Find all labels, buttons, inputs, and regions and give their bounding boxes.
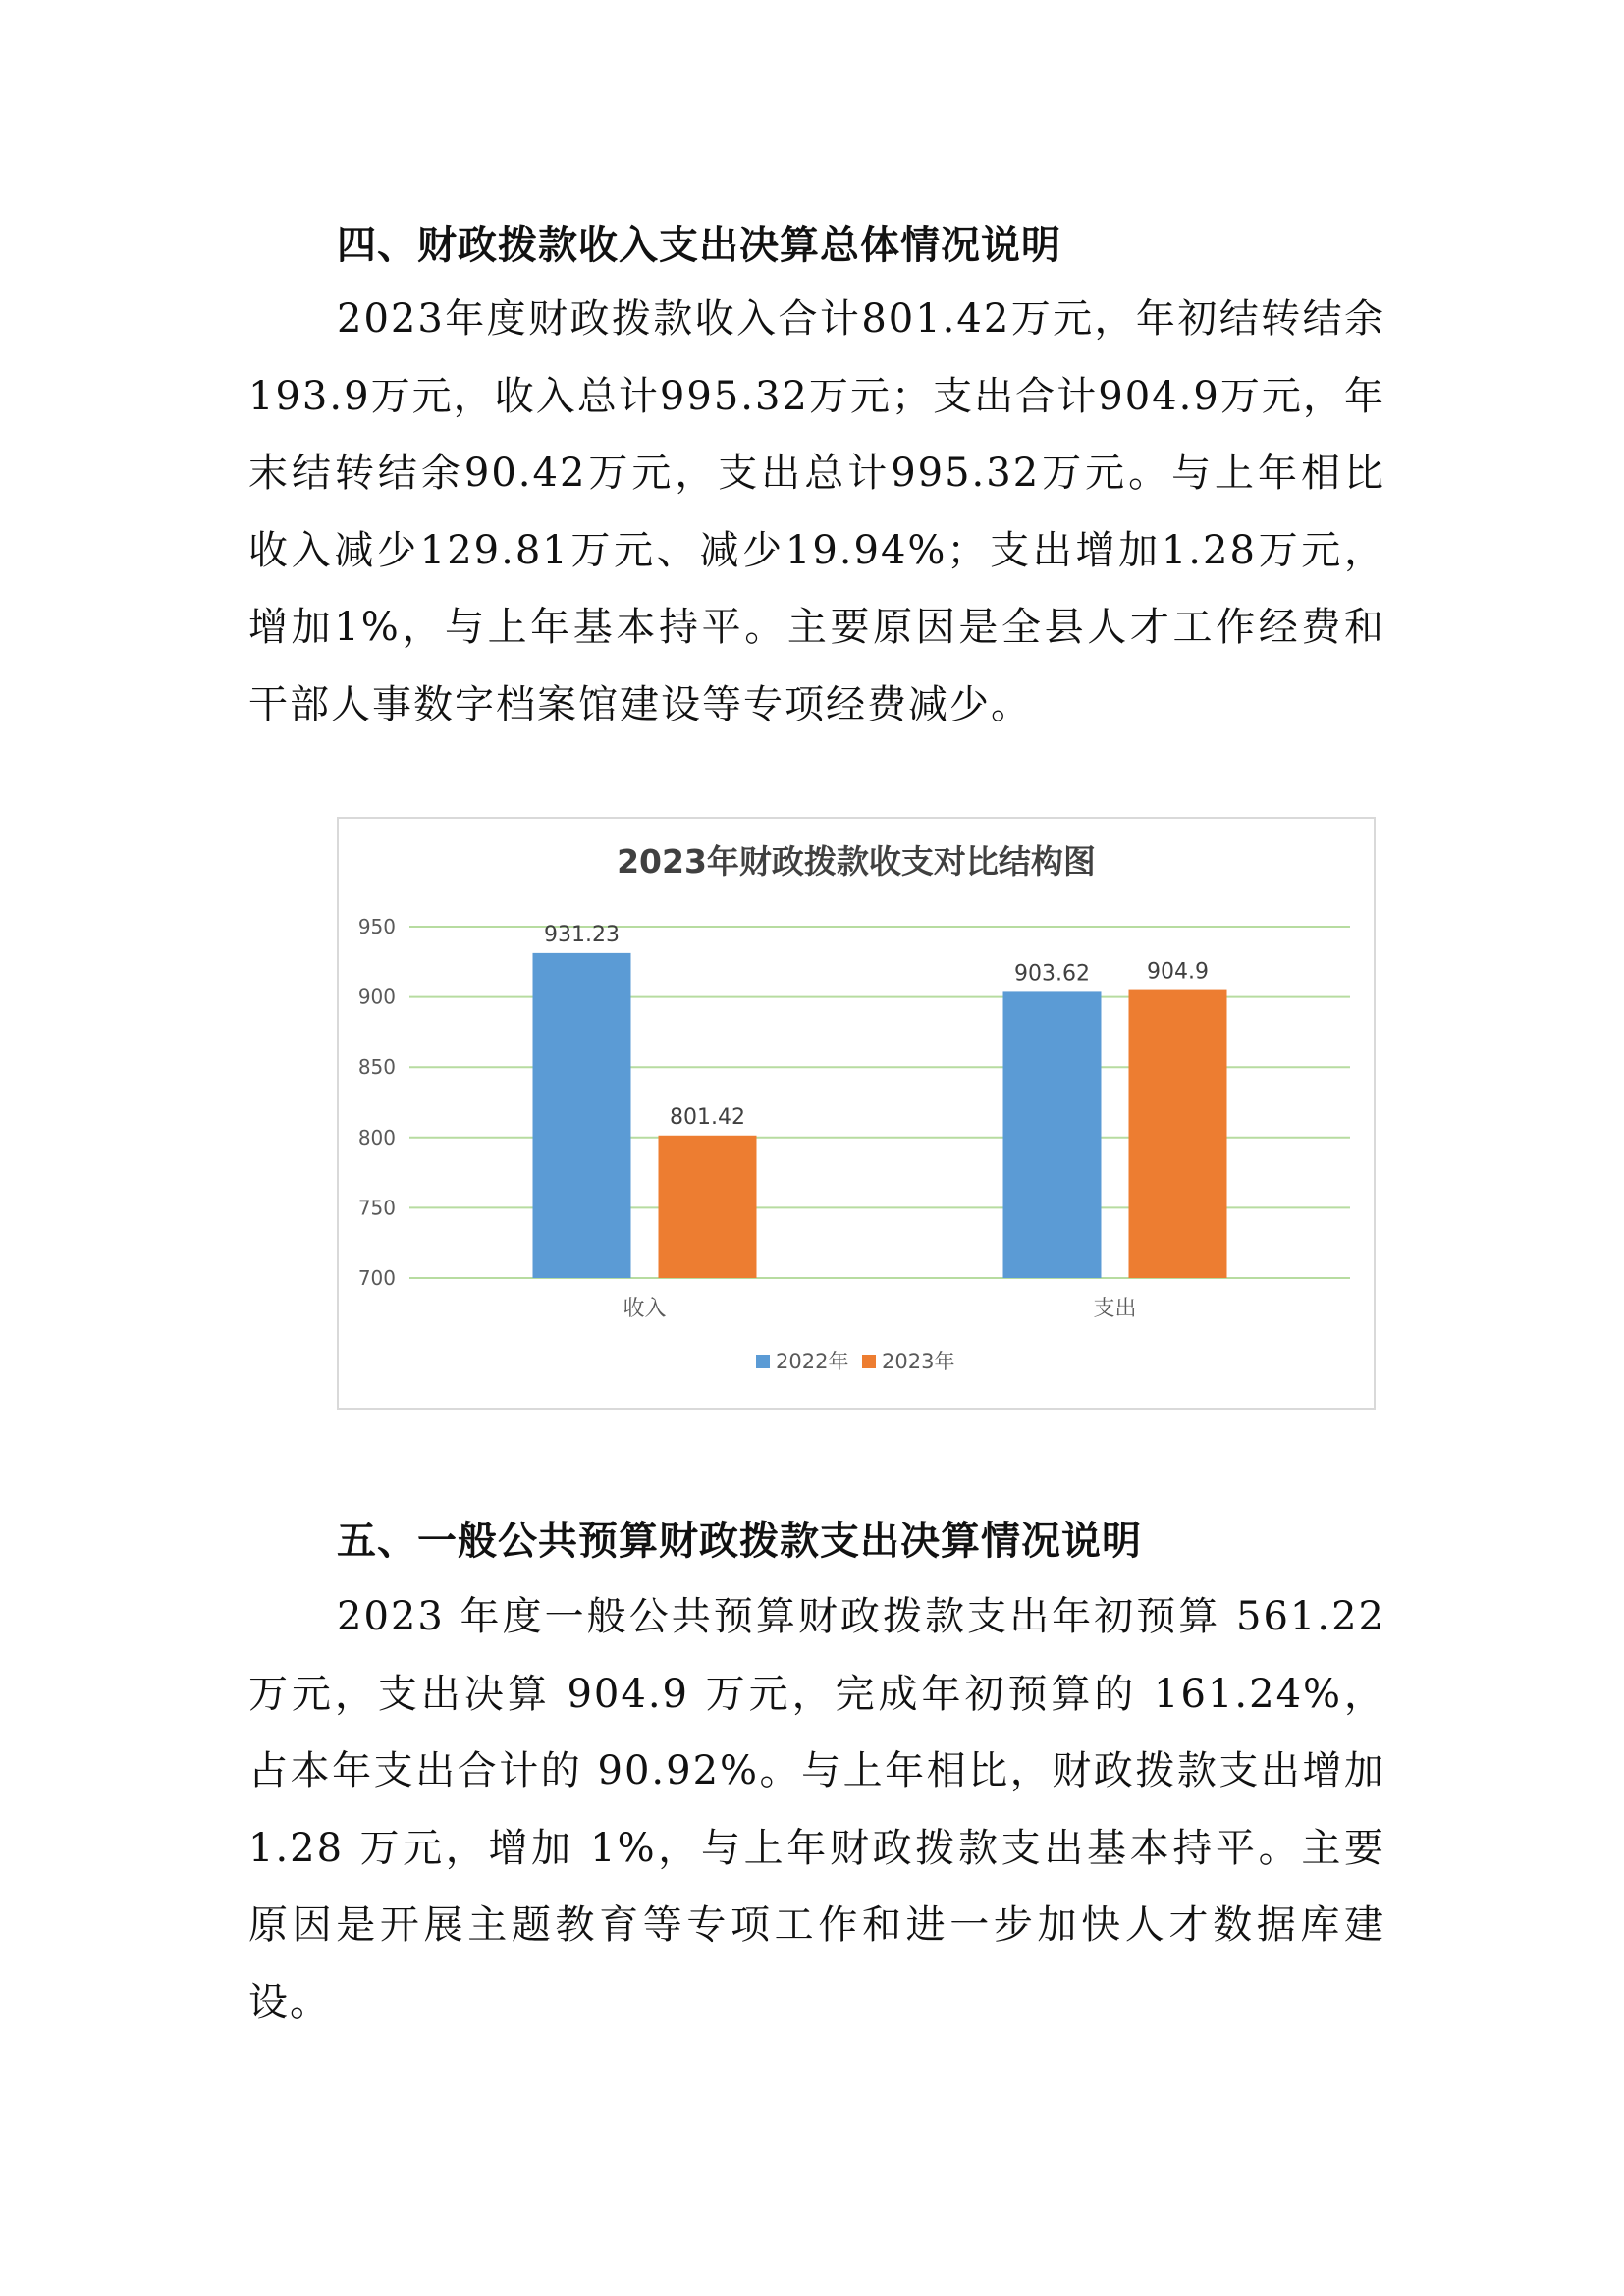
section-4-paragraph: 2023年度财政拨款收入合计801.42万元，年初结转结余193.9万元，收入总计995.32万元；支出合计904.9万元，年末结转结余90.42万元，支出总计995.32万元。与上年相比收入减少129.81万元、减少19.94%；支出增加1.28万元，增加1%，与上年基本持平。主要原因是全县人才工作经费和干部人事数字档案馆建设等专项经费减少。 [248, 296, 1385, 727]
bar-value-label: 801.42 [670, 1104, 745, 1130]
bar-2022年-收入 [533, 953, 631, 1278]
x-category-label: 收入 [623, 1297, 667, 1321]
chart-title: 2023年财政拨款收支对比结构图 [617, 842, 1096, 881]
section-5-paragraph: 2023 年度一般公共预算财政拨款支出年初预算 561.22 万元，支出决算 904.9 万元，完成年初预算的 161.24%，占本年支出合计的 90.92%。与上年相比，财政拨款支出增加 1.28 万元，增加 1%，与上年财政拨款支出基本持平。主要原因是开展主题教育等专项工作和进一步加快人才数据库建设。 [248, 1594, 1385, 2025]
y-tick-label: 900 [357, 985, 396, 1009]
y-tick-label: 950 [357, 915, 396, 938]
x-category-label: 支出 [1093, 1297, 1137, 1321]
chart-canvas [339, 819, 1374, 1408]
y-tick-label: 850 [357, 1055, 396, 1080]
legend-label: 2023年 [882, 1350, 955, 1373]
y-tick-label: 750 [357, 1196, 396, 1220]
y-tick-label: 700 [357, 1266, 396, 1290]
bar-2022年-支出 [1003, 991, 1102, 1278]
y-tick-label: 800 [357, 1125, 396, 1149]
section-5-heading: 五、一般公共预算财政拨款支出决算情况说明 [337, 1519, 1142, 1564]
bar-value-label: 903.62 [1014, 961, 1090, 987]
legend-swatch [862, 1355, 876, 1368]
bar-value-label: 904.9 [1147, 959, 1209, 985]
legend-swatch [756, 1355, 770, 1368]
bar-2023年-收入 [659, 1136, 757, 1278]
income-expenditure-bar-chart [337, 817, 1376, 1410]
section-4-heading: 四、财政拨款收入支出决算总体情况说明 [337, 223, 1061, 268]
bar-2023年-支出 [1129, 990, 1227, 1278]
bar-value-label: 931.23 [544, 922, 620, 947]
legend-label: 2022年 [776, 1350, 849, 1373]
